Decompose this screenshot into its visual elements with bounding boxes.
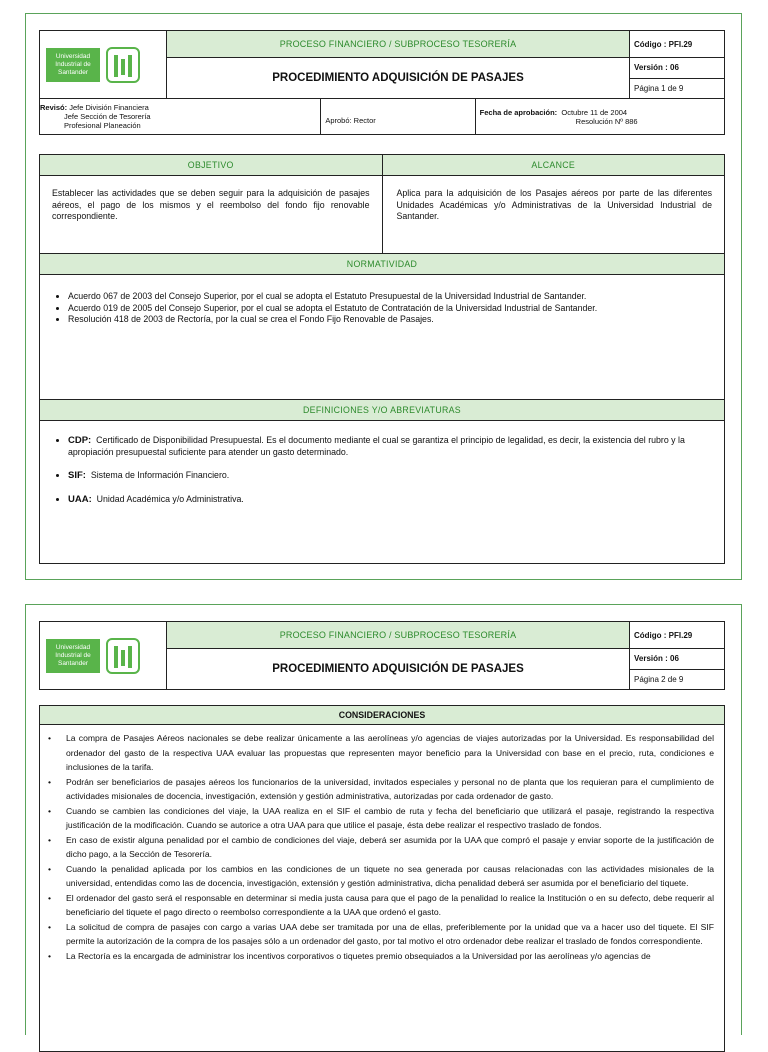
definiciones-heading: DEFINICIONES Y/O ABREVIATURAS	[40, 400, 725, 421]
objetivo-heading: OBJETIVO	[40, 155, 383, 176]
page-number: Página 2 de 9	[630, 669, 725, 690]
approved-by: Aprobó: Rector	[321, 99, 475, 135]
page-header	[39, 621, 725, 690]
document-title: PROCEDIMIENTO ADQUISICIÓN DE PASAJES	[167, 649, 630, 690]
list-item: • UAA: Unidad Académica y/o Administrativa.	[68, 494, 712, 506]
list-item: • Podrán ser beneficiarios de pasajes aéreos los funcionarios de la universidad, invitados especiales y personal no de planta que los requieran para el cumplimiento de actividades misionales de docencia, investigación, extensión y gestión administrativa, autorizadas por cada ordenador de gasto.	[66, 775, 714, 804]
document-code: Código : PFI.29	[630, 31, 725, 58]
content-table	[39, 154, 725, 564]
document-version: Versión : 06	[630, 58, 725, 79]
list-item: • La Rectoría es la encargada de administrar los incentivos corporativos o tiquetes premio obsequiados a la Universidad por las aerolíneas y/o agencias de	[66, 949, 714, 964]
definiciones-list	[40, 421, 725, 564]
list-item: • En caso de existir alguna penalidad por el cambio de condiciones del viaje, deberá ser asumida por la UAA que compró el pasaje y enviar soporte de la justificación de dicho pago, a la Sección de Tesorería.	[66, 833, 714, 862]
consideraciones-table	[39, 705, 725, 1052]
process-name: PROCESO FINANCIERO / SUBPROCESO TESORERÍA	[167, 622, 630, 649]
document-page-1	[25, 13, 742, 580]
document-code: Código : PFI.29	[630, 622, 725, 649]
uis-logo-icon	[106, 638, 140, 674]
list-item: • SIF: Sistema de Información Financiero.	[68, 470, 712, 482]
consideraciones-heading: CONSIDERACIONES	[40, 706, 725, 725]
page-number: Página 1 de 9	[630, 78, 725, 99]
list-item: • Cuando se cambien las condiciones del viaje, la UAA realiza en el SIF el cambio de ruta y fecha del beneficiario que utilizará el pasaje, registrando la respectiva justificación de la modificación. Cuando se autorice a otra UAA para que utilice el pasaje, ésta debe realizar el respectivo traslado de fondos.	[66, 804, 714, 833]
list-item: • Acuerdo 019 de 2005 del Consejo Superior, por el cual se adopta el Estatuto de Contratación de la Universidad Industrial de Santander.	[68, 303, 712, 315]
document-title: PROCEDIMIENTO ADQUISICIÓN DE PASAJES	[167, 58, 630, 99]
reviewed-by: Revisó: Jefe División Financiera Jefe Sección de Tesorería Profesional Planeación	[40, 99, 321, 135]
university-logo: Universidad Industrial de Santander	[40, 622, 167, 690]
alcance-text: Aplica para la adquisición de los Pasajes aéreos por parte de las diferentes Unidades Académicas y/o Administrativas de la Universidad Industrial de Santander.	[382, 176, 725, 254]
list-item: • La solicitud de compra de pasajes con cargo a varias UAA debe ser tramitada por una de ellas, preferiblemente por la unidad que va a hacer uso del tiquete. El SIF permite la autorización de la compra de los pasajes sólo a un ordenador del gasto, por tal motivo el otro ordenador debe realizar el traslado de fondos correspondiente.	[66, 920, 714, 949]
document-page-2	[25, 604, 742, 1035]
alcance-heading: ALCANCE	[382, 155, 725, 176]
page-header	[39, 30, 725, 135]
list-item: • CDP: Certificado de Disponibilidad Presupuestal. Es el documento mediante el cual se garantiza el principio de legalidad, es decir, la existencia del rubro y la apropiación presupuestal suficiente para atender un gasto determinado.	[68, 435, 712, 458]
university-logo: Universidad Industrial de Santander	[40, 31, 167, 99]
normatividad-list	[40, 275, 725, 400]
normatividad-heading: NORMATIVIDAD	[40, 254, 725, 275]
list-item: • Cuando la penalidad aplicada por los cambios en las condiciones de un tiquete no sea generada por causas relacionadas con las actividades misionales de la universidad, entendidas como las de docencia, investigación, extensión y gestión administrativa, dicha penalidad deberá ser asumida por el beneficiario del tiquete.	[66, 862, 714, 891]
uis-logo-icon	[106, 47, 140, 83]
list-item: • El ordenador del gasto será el responsable en determinar si media justa causa para que el pago de la penalidad lo realice la Institución o en su defecto, debe requerir al beneficiario del tiquete el pago directo o reembolso correspondiente a la UAA que ordenó el gasto.	[66, 891, 714, 920]
list-item: • Resolución 418 de 2003 de Rectoría, por la cual se crea el Fondo Fijo Renovable de Pasajes.	[68, 314, 712, 326]
process-name: PROCESO FINANCIERO / SUBPROCESO TESORERÍA	[167, 31, 630, 58]
approval-date: Fecha de aprobación: Octubre 11 de 2004 Resolución Nº 886	[475, 99, 724, 135]
document-version: Versión : 06	[630, 649, 725, 670]
objetivo-text: Establecer las actividades que se deben seguir para la adquisición de pasajes aéreos, el pago de los mismos y el reembolso del fondo fijo renovable correspondiente.	[40, 176, 383, 254]
list-item: • La compra de Pasajes Aéreos nacionales se debe realizar únicamente a las aerolíneas y/o agencias de viajes autorizadas por la Universidad. Es responsabilidad del ordenador del gasto de la respectiva UAA evaluar las propuestas que representen mayor beneficio para la Universidad con base en el precio, ruta, condiciones e inclusiones de la tarifa.	[66, 731, 714, 775]
list-item: • Acuerdo 067 de 2003 del Consejo Superior, por el cual se adopta el Estatuto Presupuestal de la Universidad Industrial de Santander.	[68, 291, 712, 303]
consideraciones-list	[40, 725, 725, 1052]
